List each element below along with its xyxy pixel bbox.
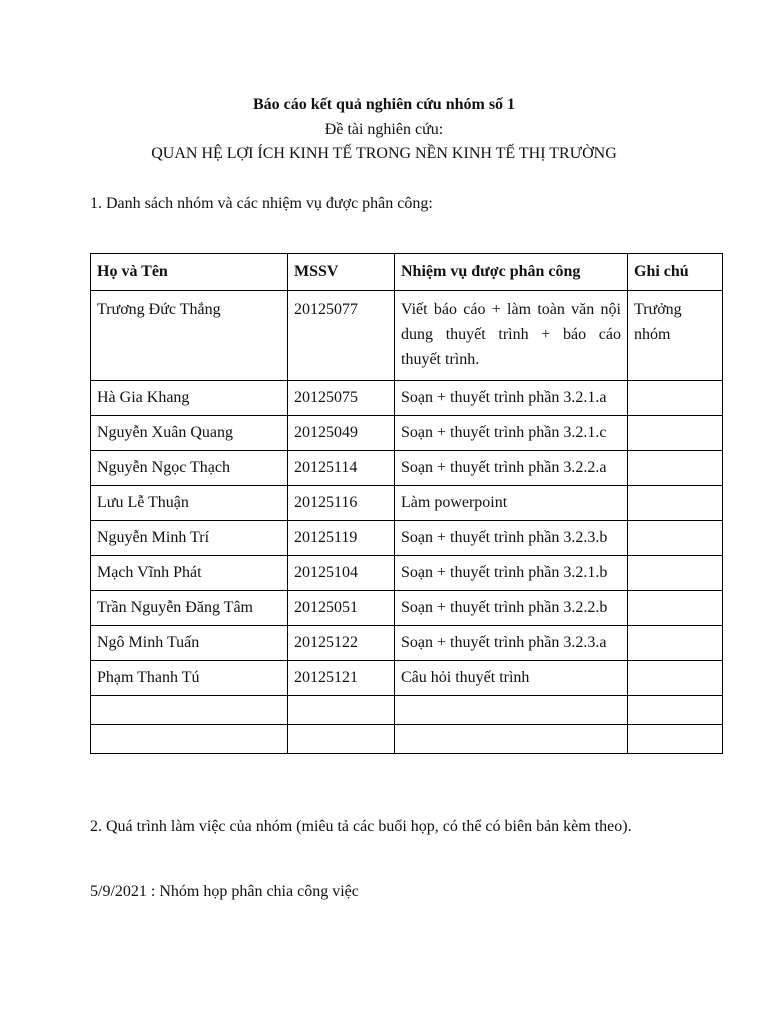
member-task: Làm powerpoint [395,486,628,521]
member-task: Soạn + thuyết trình phần 3.2.1.b [395,556,628,591]
member-note [628,661,723,696]
member-task: Viết báo cáo + làm toàn văn nội dung thuyết trình + báo cáo thuyết trình. [395,291,628,381]
report-title: Báo cáo kết quả nghiên cứu nhóm số 1 [252,96,516,113]
member-id: 20125116 [288,486,395,521]
member-note: Trưởng nhóm [628,291,723,381]
empty-cell [91,696,288,725]
report-subtitle: Đề tài nghiên cứu: [324,120,444,138]
member-name: Lưu Lễ Thuận [91,486,288,521]
member-note [628,381,723,416]
member-id: 20125114 [288,451,395,486]
table-row [91,521,723,556]
member-id: 20125121 [288,661,395,696]
table-row [91,291,723,381]
member-note [628,416,723,451]
member-id: 20125122 [288,626,395,661]
title-block [0,93,768,167]
member-name: Trương Đức Thắng [91,291,288,381]
table-header-row [91,254,723,291]
member-note [628,451,723,486]
table-row [91,486,723,521]
member-id: 20125119 [288,521,395,556]
member-task: Soạn + thuyết trình phần 3.2.2.a [395,451,628,486]
member-task: Câu hỏi thuyết trình [395,661,628,696]
column-header-name: Họ và Tên [91,254,288,291]
column-header-id: MSSV [288,254,395,291]
empty-cell [395,696,628,725]
empty-cell [628,696,723,725]
member-note [628,556,723,591]
empty-cell [395,725,628,754]
member-name: Hà Gia Khang [91,381,288,416]
research-topic: QUAN HỆ LỢI ÍCH KINH TẾ TRONG NỀN KINH TẾ THỊ TRƯỜNG [151,145,617,162]
member-name: Phạm Thanh Tú [91,661,288,696]
table-row [91,381,723,416]
section-2-heading: 2. Quá trình làm việc của nhóm (miêu tả các buổi họp, có thể có biên bản kèm theo). [90,818,632,835]
member-id: 20125077 [288,291,395,381]
member-note [628,626,723,661]
member-task: Soạn + thuyết trình phần 3.2.1.a [395,381,628,416]
member-name: Ngô Minh Tuấn [91,626,288,661]
section-1-heading: 1. Danh sách nhóm và các nhiệm vụ được phân công: [90,195,433,212]
empty-table-row [91,725,723,754]
member-note [628,591,723,626]
member-task: Soạn + thuyết trình phần 3.2.3.a [395,626,628,661]
member-id: 20125075 [288,381,395,416]
meeting-entry: 5/9/2021 : Nhóm họp phân chia công việc [90,883,359,900]
empty-cell [628,725,723,754]
member-task: Soạn + thuyết trình phần 3.2.3.b [395,521,628,556]
table-row [91,556,723,591]
member-task-table [90,253,723,754]
member-name: Mạch Vĩnh Phát [91,556,288,591]
member-name: Nguyễn Minh Trí [91,521,288,556]
member-note [628,486,723,521]
table-row [91,626,723,661]
table-row [91,416,723,451]
table-row [91,451,723,486]
column-header-task: Nhiệm vụ được phân công [395,254,628,291]
empty-cell [91,725,288,754]
column-header-note: Ghi chú [628,254,723,291]
empty-table-row [91,696,723,725]
member-name: Nguyễn Ngọc Thạch [91,451,288,486]
table-row [91,661,723,696]
empty-cell [288,725,395,754]
table-row [91,591,723,626]
member-note [628,521,723,556]
member-id: 20125104 [288,556,395,591]
member-task: Soạn + thuyết trình phần 3.2.1.c [395,416,628,451]
member-id: 20125051 [288,591,395,626]
member-id: 20125049 [288,416,395,451]
empty-cell [288,696,395,725]
member-name: Nguyễn Xuân Quang [91,416,288,451]
member-name: Trần Nguyễn Đăng Tâm [91,591,288,626]
member-task: Soạn + thuyết trình phần 3.2.2.b [395,591,628,626]
